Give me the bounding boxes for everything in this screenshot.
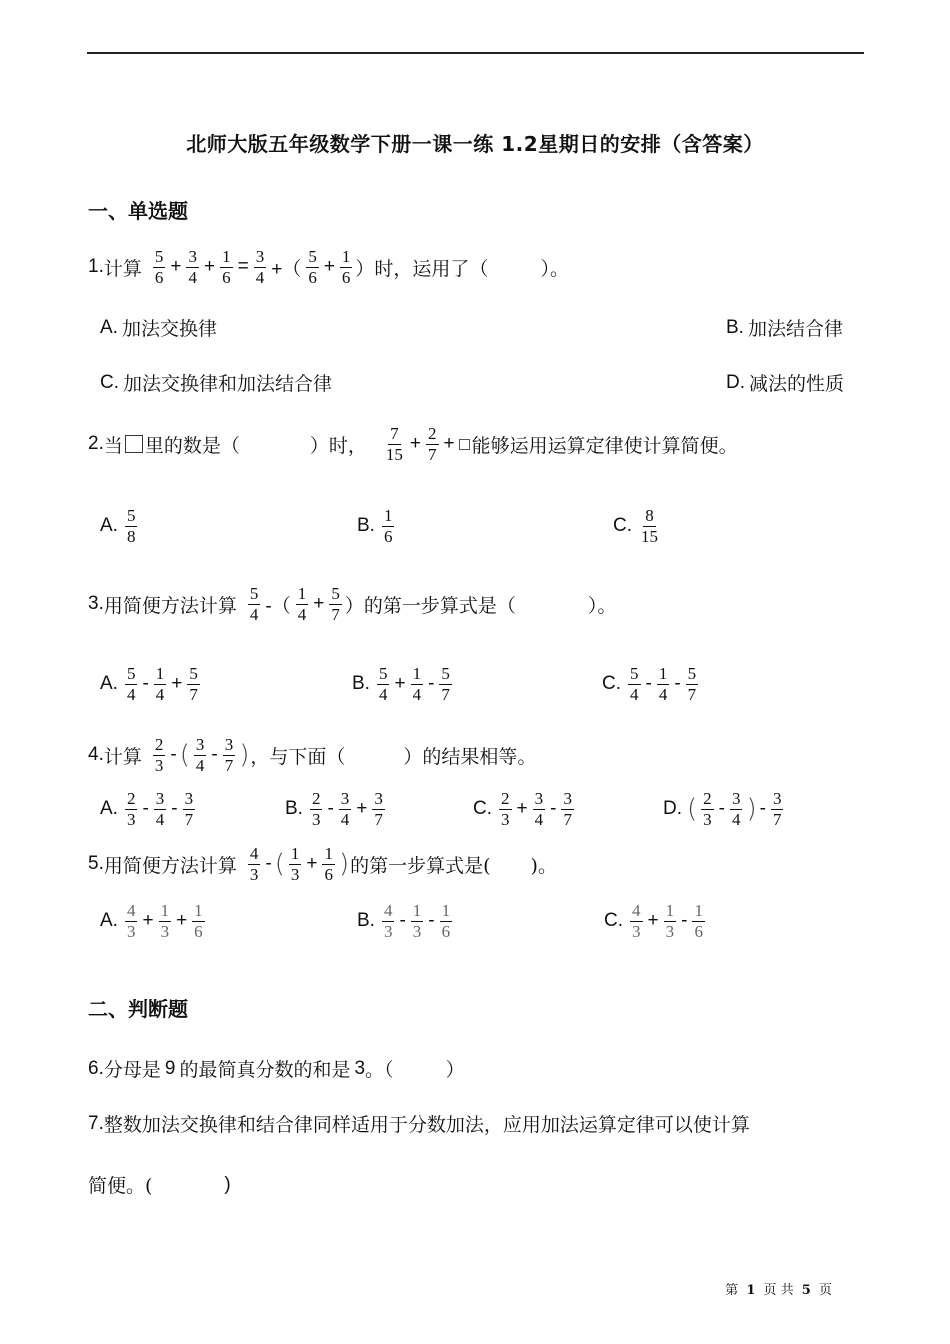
q1-option-c[interactable]: C. 加法交换律和加法结合律	[100, 371, 333, 395]
fraction: $\frac{1}{4}$	[297, 584, 307, 624]
placeholder-box	[125, 435, 143, 453]
fraction: $\frac{1}{3}$	[290, 844, 300, 884]
question-1: 1. 计算 $\frac{5}{6}$ + $\frac{3}{4}$ + $\frac{1}{6}$ = $\frac{3}{4}$ +（ $\frac{5}{6}$ + $\frac{1}{6}$ ）时，运用了（ ）。	[88, 247, 569, 287]
q3-option-c[interactable]: C. $\frac{5}{4}$ - $\frac{1}{4}$ - $\frac{5}{7}$	[602, 664, 697, 704]
fraction: $\frac{1}{6}$	[222, 247, 231, 287]
q1-option-d[interactable]: D. 减法的性质	[726, 371, 845, 395]
q5-option-a[interactable]: A. $\frac{4}{3}$ + $\frac{1}{3}$ + $\frac{1}{6}$	[100, 901, 203, 941]
fraction: $\frac{3}{4}$	[188, 247, 197, 287]
q5-prefix: 用简便方法计算	[103, 854, 237, 877]
q2-mid: 里的数是（	[144, 434, 240, 457]
page-title: 北师大版五年级数学下册一课一练 1.2星期日的安排（含答案）	[186, 132, 764, 156]
q4-end: ）的结果相等。	[403, 745, 537, 768]
q3-option-b[interactable]: B. $\frac{5}{4}$ + $\frac{1}{4}$ - $\frac{5}{7}$	[352, 664, 450, 704]
fraction: $\frac{1}{6}$	[324, 844, 333, 884]
section-heading-true-false: 二、判断题	[88, 997, 188, 1021]
q3-post: ）的第一步算式是（	[344, 594, 516, 617]
q6-three: 3	[354, 1057, 366, 1079]
q7-number: 7.	[88, 1112, 104, 1134]
q5-end: )。	[530, 854, 557, 877]
q1-option-b[interactable]: B. 加法结合律	[726, 316, 843, 340]
fraction: $\frac{3}{4}$	[195, 735, 205, 775]
q3-end: ）。	[587, 594, 617, 617]
q5-option-c[interactable]: C. $\frac{4}{3}$ + $\frac{1}{3}$ - $\frac{1}{6}$	[604, 901, 703, 941]
fraction: $\frac{3}{7}$	[224, 735, 234, 775]
question-3: 3. 用简便方法计算 $\frac{5}{4}$ -（ $\frac{1}{4}$ + $\frac{5}{7}$ ）的第一步算式是（ ）。	[88, 584, 617, 624]
question-5: 5. 用简便方法计算 $\frac{4}{3}$ - ( $\frac{1}{3}$ + $\frac{1}{6}$ ) 的第一步算式是( )。	[88, 844, 557, 884]
q7-close: )	[224, 1173, 231, 1195]
page-footer: 第 1 页 共 5 页	[725, 1283, 832, 1298]
q6-end: 。（	[365, 1059, 394, 1081]
q6-close: ）	[445, 1059, 465, 1081]
q4-option-b[interactable]: B. $\frac{2}{3}$ - $\frac{3}{4}$ + $\frac{3}{7}$	[285, 789, 383, 829]
q5-option-b[interactable]: B. $\frac{4}{3}$ - $\frac{1}{3}$ - $\frac{1}{6}$	[357, 901, 451, 941]
fraction: $\frac{5}{7}$	[331, 584, 340, 624]
q3-prefix: 用简便方法计算	[103, 594, 237, 617]
q2-option-b[interactable]: B. $\frac{1}{6}$	[357, 506, 393, 546]
fraction: $\frac{5}{6}$	[308, 247, 317, 287]
q2-post: ）时，	[309, 434, 367, 457]
q1-number: 1.	[88, 256, 104, 278]
q3-number: 3.	[88, 593, 104, 615]
q7-text-2: 简便。(	[88, 1175, 153, 1197]
q6-prefix: 分母是	[103, 1059, 161, 1081]
placeholder-box	[459, 439, 470, 450]
section-heading-single-choice: 一、单选题	[88, 199, 188, 223]
q4-option-a[interactable]: A. $\frac{2}{3}$ - $\frac{3}{4}$ - $\frac{3}{7}$	[100, 789, 194, 829]
q1-option-a[interactable]: A. 加法交换律	[100, 316, 217, 340]
q2-end: 能够运用运算定律使计算简便。	[471, 434, 738, 457]
q1-prefix: 计算	[103, 257, 142, 280]
fraction: $\frac{2}{7}$	[428, 424, 437, 464]
q4-prefix: 计算	[103, 745, 142, 768]
q4-option-c[interactable]: C. $\frac{2}{3}$ + $\frac{3}{4}$ - $\frac{3}{7}$	[473, 789, 572, 829]
fraction: $\frac{4}{3}$	[249, 844, 259, 884]
q5-post: 的第一步算式是(	[350, 854, 491, 877]
fraction: $\frac{3}{4}$	[255, 247, 265, 287]
q6-nine: 9	[164, 1057, 176, 1079]
fraction: $\frac{2}{3}$	[154, 735, 164, 775]
fraction: $\frac{1}{6}$	[341, 247, 351, 287]
question-7-line-1	[88, 1110, 750, 1137]
q2-option-a[interactable]: A. $\frac{5}{8}$	[100, 506, 136, 546]
fraction: $\frac{5}{6}$	[154, 247, 164, 287]
q4-post: ，与下面（	[250, 745, 346, 768]
question-2: 2. 当 里的数是（ ）时， $\frac{7}{15}$ + $\frac{2}{7}$ + 能够运用运算定律使计算简便。	[88, 424, 738, 464]
q2-number: 2.	[88, 433, 104, 455]
q6-number: 6.	[88, 1057, 104, 1079]
header-rule	[87, 52, 864, 54]
fraction: $\frac{7}{15}$	[385, 424, 403, 464]
q1-end: ）。	[540, 257, 569, 280]
question-6	[88, 1055, 465, 1082]
q4-number: 4.	[88, 744, 104, 766]
q7-text: 整数加法交换律和结合律同样适用于分数加法，应用加法运算定律可以使计算	[103, 1114, 750, 1136]
question-7-line-2	[88, 1171, 231, 1198]
q2-prefix: 当	[103, 434, 123, 457]
q1-post: ）时，运用了（	[355, 257, 489, 280]
q5-number: 5.	[88, 853, 104, 875]
q2-option-c[interactable]: C. $\frac{8}{15}$	[613, 506, 658, 546]
q6-mid: 的最简真分数的和是	[179, 1059, 351, 1081]
question-4: 4. 计算 $\frac{2}{3}$ - ( $\frac{3}{4}$ - $\frac{3}{7}$ ) ，与下面（ ）的结果相等。	[88, 735, 537, 775]
q4-option-d[interactable]: D. ( $\frac{2}{3}$ - $\frac{3}{4}$ ) - $\frac{3}{7}$	[663, 789, 782, 829]
fraction: $\frac{5}{4}$	[249, 584, 259, 624]
q3-option-a[interactable]: A. $\frac{5}{4}$ - $\frac{1}{4}$ + $\frac{5}{7}$	[100, 664, 198, 704]
